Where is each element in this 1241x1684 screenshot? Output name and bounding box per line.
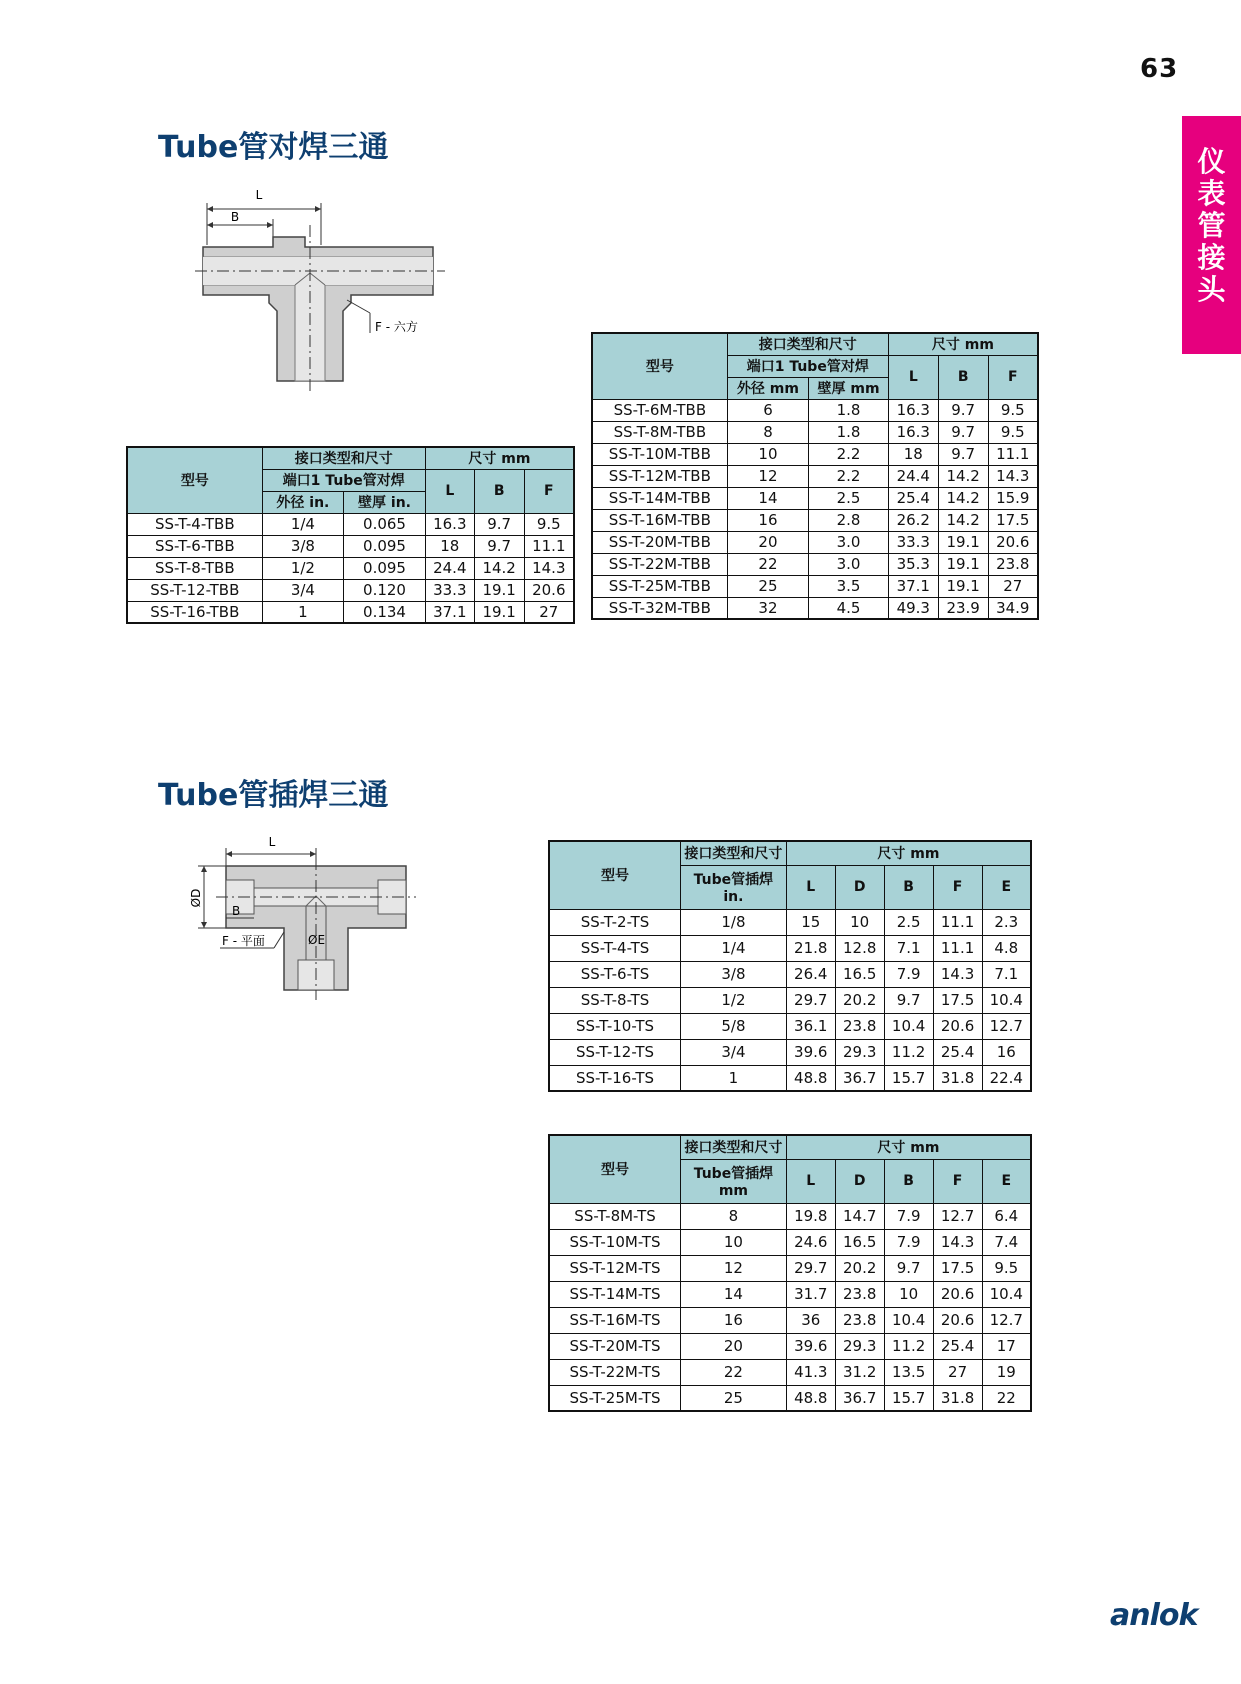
dim-label-b: B: [230, 210, 240, 224]
header-col-d: D: [835, 865, 884, 909]
cell-f: 14.3: [988, 465, 1038, 487]
cell-od: 1/4: [262, 513, 344, 535]
header-port-type: 接口类型和尺寸: [681, 1135, 787, 1159]
cell-f: 27: [933, 1359, 982, 1385]
table-row: [549, 1013, 1031, 1039]
cell-size: 3/4: [681, 1039, 787, 1065]
socket-weld-tee-diagram: [180, 832, 420, 1002]
cell-size: 5/8: [681, 1013, 787, 1039]
cell-f: 9.5: [988, 399, 1038, 421]
cell-b: 9.7: [474, 535, 524, 557]
cell-l: 19.8: [786, 1203, 835, 1229]
cell-d: 29.3: [835, 1039, 884, 1065]
cell-b: 15.7: [884, 1065, 933, 1091]
cell-f: 11.1: [524, 535, 574, 557]
cell-model: SS-T-8-TBB: [127, 557, 262, 579]
cell-l: 18: [888, 443, 938, 465]
cell-l: 15: [786, 909, 835, 935]
header-model: 型号: [549, 1135, 681, 1203]
header-wall: 壁厚 mm: [809, 377, 889, 399]
table-row: [592, 465, 1038, 487]
dim-label-f: F - 平面: [222, 934, 265, 948]
table-row: [549, 935, 1031, 961]
cell-l: 37.1: [425, 601, 474, 623]
page-number: 63: [1140, 54, 1179, 84]
table-row: [592, 553, 1038, 575]
table-row: [549, 1203, 1031, 1229]
table-row: [549, 987, 1031, 1013]
table-row: [592, 531, 1038, 553]
cell-od: 1: [262, 601, 344, 623]
cell-l: 16.3: [888, 421, 938, 443]
cell-wall: 0.065: [344, 513, 426, 535]
header-col-l: L: [786, 865, 835, 909]
header-col-b: B: [884, 865, 933, 909]
cell-od: 12: [727, 465, 809, 487]
cell-od: 10: [727, 443, 809, 465]
dim-label-d: ØD: [189, 888, 203, 908]
cell-b: 14.2: [938, 509, 988, 531]
cell-l: 39.6: [786, 1333, 835, 1359]
header-wall: 壁厚 in.: [344, 491, 426, 513]
cell-e: 6.4: [982, 1203, 1031, 1229]
cell-d: 23.8: [835, 1307, 884, 1333]
header-col-d: D: [835, 1159, 884, 1203]
table-row: [592, 443, 1038, 465]
cell-e: 19: [982, 1359, 1031, 1385]
cell-model: SS-T-25M-TS: [549, 1385, 681, 1411]
cell-model: SS-T-16-TS: [549, 1065, 681, 1091]
cell-model: SS-T-2-TS: [549, 909, 681, 935]
cell-b: 9.7: [884, 1255, 933, 1281]
dim-label-b: B: [232, 904, 241, 918]
header-model: 型号: [549, 841, 681, 909]
cell-e: 4.8: [982, 935, 1031, 961]
cell-b: 9.7: [938, 443, 988, 465]
cell-l: 37.1: [888, 575, 938, 597]
header-dimensions: 尺寸 mm: [888, 333, 1038, 355]
cell-f: 27: [988, 575, 1038, 597]
cell-od: 1/2: [262, 557, 344, 579]
header-dimensions: 尺寸 mm: [786, 1135, 1031, 1159]
cell-model: SS-T-6M-TBB: [592, 399, 727, 421]
cell-b: 14.2: [938, 465, 988, 487]
cell-wall: 0.134: [344, 601, 426, 623]
cell-model: SS-T-16-TBB: [127, 601, 262, 623]
header-dimensions: 尺寸 mm: [786, 841, 1031, 865]
header-col-f: F: [988, 355, 1038, 399]
header-unit: in.: [723, 889, 744, 905]
cell-d: 36.7: [835, 1385, 884, 1411]
cell-model: SS-T-6-TS: [549, 961, 681, 987]
cell-f: 20.6: [933, 1307, 982, 1333]
cell-wall: 2.2: [809, 443, 889, 465]
header-unit: mm: [718, 1183, 749, 1199]
table-row: [127, 535, 574, 557]
cell-e: 10.4: [982, 1281, 1031, 1307]
cell-f: 25.4: [933, 1039, 982, 1065]
cell-l: 25.4: [888, 487, 938, 509]
cell-f: 17.5: [988, 509, 1038, 531]
cell-e: 12.7: [982, 1013, 1031, 1039]
cell-model: SS-T-12-TBB: [127, 579, 262, 601]
dim-label-e: ØE: [308, 933, 326, 947]
cell-f: 14.3: [933, 1229, 982, 1255]
brand-logo: anlok: [1110, 1598, 1198, 1633]
header-port-sub: [681, 1159, 787, 1203]
cell-b: 14.2: [474, 557, 524, 579]
table-row: [549, 1065, 1031, 1091]
cell-model: SS-T-32M-TBB: [592, 597, 727, 619]
cell-b: 13.5: [884, 1359, 933, 1385]
header-port-sub: 端口1 Tube管对焊: [727, 355, 888, 377]
cell-l: 48.8: [786, 1385, 835, 1411]
cell-d: 14.7: [835, 1203, 884, 1229]
cell-b: 19.1: [938, 575, 988, 597]
cell-od: 25: [727, 575, 809, 597]
cell-l: 36: [786, 1307, 835, 1333]
cell-b: 9.7: [938, 421, 988, 443]
cell-b: 7.9: [884, 1229, 933, 1255]
cell-f: 31.8: [933, 1065, 982, 1091]
cell-od: 3/4: [262, 579, 344, 601]
cell-b: 19.1: [474, 601, 524, 623]
cell-b: 9.7: [474, 513, 524, 535]
header-col-f: F: [933, 1159, 982, 1203]
cell-f: 17.5: [933, 1255, 982, 1281]
cell-b: 10.4: [884, 1307, 933, 1333]
cell-e: 17: [982, 1333, 1031, 1359]
cell-wall: 2.8: [809, 509, 889, 531]
header-port-sub: 端口1 Tube管对焊: [262, 469, 425, 491]
cell-l: 24.4: [888, 465, 938, 487]
cell-b: 11.2: [884, 1333, 933, 1359]
cell-f: 31.8: [933, 1385, 982, 1411]
cell-model: SS-T-22M-TS: [549, 1359, 681, 1385]
cell-wall: 0.095: [344, 535, 426, 557]
cell-size: 20: [681, 1333, 787, 1359]
cell-size: 10: [681, 1229, 787, 1255]
socket-weld-inch-table: [548, 840, 1032, 1092]
cell-size: 1/4: [681, 935, 787, 961]
header-col-f: F: [933, 865, 982, 909]
cell-wall: 3.0: [809, 531, 889, 553]
cell-od: 22: [727, 553, 809, 575]
cell-l: 24.4: [425, 557, 474, 579]
cell-size: 25: [681, 1385, 787, 1411]
cell-b: 19.1: [938, 531, 988, 553]
cell-od: 3/8: [262, 535, 344, 557]
cell-e: 7.4: [982, 1229, 1031, 1255]
cell-size: 8: [681, 1203, 787, 1229]
cell-f: 9.5: [524, 513, 574, 535]
cell-od: 16: [727, 509, 809, 531]
cell-d: 23.8: [835, 1281, 884, 1307]
cell-wall: 0.120: [344, 579, 426, 601]
cell-size: 12: [681, 1255, 787, 1281]
header-port-sub: [681, 865, 787, 909]
header-col-b: B: [474, 469, 524, 513]
cell-l: 16.3: [425, 513, 474, 535]
cell-model: SS-T-6-TBB: [127, 535, 262, 557]
side-tab-category: [1182, 116, 1241, 354]
cell-f: 34.9: [988, 597, 1038, 619]
cell-model: SS-T-14M-TBB: [592, 487, 727, 509]
cell-b: 7.1: [884, 935, 933, 961]
butt-weld-inch-table: [126, 446, 575, 624]
cell-f: 9.5: [988, 421, 1038, 443]
header-model: 型号: [127, 447, 262, 513]
cell-model: SS-T-8-TS: [549, 987, 681, 1013]
header-col-l: L: [786, 1159, 835, 1203]
cell-b: 10.4: [884, 1013, 933, 1039]
cell-model: SS-T-8M-TS: [549, 1203, 681, 1229]
cell-e: 22.4: [982, 1065, 1031, 1091]
header-col-f: F: [524, 469, 574, 513]
header-dimensions: 尺寸 mm: [425, 447, 574, 469]
dim-label-f: F - 六方: [375, 320, 418, 334]
cell-l: 48.8: [786, 1065, 835, 1091]
cell-b: 2.5: [884, 909, 933, 935]
cell-wall: 4.5: [809, 597, 889, 619]
header-col-b: B: [884, 1159, 933, 1203]
cell-e: 2.3: [982, 909, 1031, 935]
cell-b: 14.2: [938, 487, 988, 509]
table-row: [549, 961, 1031, 987]
cell-model: SS-T-16M-TS: [549, 1307, 681, 1333]
cell-od: 6: [727, 399, 809, 421]
table-row: [592, 421, 1038, 443]
table-row: [549, 1255, 1031, 1281]
cell-l: 35.3: [888, 553, 938, 575]
cell-f: 11.1: [933, 909, 982, 935]
side-tab-char: 管: [1197, 209, 1226, 242]
table-row: [127, 601, 574, 623]
table-row: [592, 575, 1038, 597]
table-row: [549, 1229, 1031, 1255]
cell-b: 15.7: [884, 1385, 933, 1411]
cell-od: 32: [727, 597, 809, 619]
cell-d: 20.2: [835, 1255, 884, 1281]
cell-l: 41.3: [786, 1359, 835, 1385]
cell-l: 21.8: [786, 935, 835, 961]
cell-model: SS-T-20M-TBB: [592, 531, 727, 553]
cell-e: 12.7: [982, 1307, 1031, 1333]
section2-title: Tube管插焊三通: [158, 778, 389, 813]
table-row: [592, 487, 1038, 509]
cell-l: 36.1: [786, 1013, 835, 1039]
cell-f: 12.7: [933, 1203, 982, 1229]
table-row: [549, 1307, 1031, 1333]
cell-l: 16.3: [888, 399, 938, 421]
cell-size: 1/2: [681, 987, 787, 1013]
cell-size: 1/8: [681, 909, 787, 935]
cell-l: 33.3: [888, 531, 938, 553]
cell-wall: 0.095: [344, 557, 426, 579]
cell-model: SS-T-8M-TBB: [592, 421, 727, 443]
cell-l: 26.2: [888, 509, 938, 531]
table-row: [127, 513, 574, 535]
cell-wall: 1.8: [809, 421, 889, 443]
cell-model: SS-T-4-TS: [549, 935, 681, 961]
cell-d: 16.5: [835, 1229, 884, 1255]
cell-d: 29.3: [835, 1333, 884, 1359]
cell-model: SS-T-10M-TBB: [592, 443, 727, 465]
cell-size: 14: [681, 1281, 787, 1307]
cell-model: SS-T-20M-TS: [549, 1333, 681, 1359]
table-row: [549, 1039, 1031, 1065]
cell-e: 10.4: [982, 987, 1031, 1013]
cell-size: 1: [681, 1065, 787, 1091]
cell-l: 29.7: [786, 1255, 835, 1281]
cell-f: 20.6: [933, 1013, 982, 1039]
cell-l: 18: [425, 535, 474, 557]
cell-f: 20.6: [933, 1281, 982, 1307]
cell-wall: 3.5: [809, 575, 889, 597]
cell-d: 36.7: [835, 1065, 884, 1091]
cell-l: 49.3: [888, 597, 938, 619]
cell-e: 9.5: [982, 1255, 1031, 1281]
dim-label-l: L: [255, 188, 263, 202]
cell-b: 23.9: [938, 597, 988, 619]
side-tab-char: 头: [1197, 273, 1226, 306]
cell-od: 20: [727, 531, 809, 553]
cell-d: 10: [835, 909, 884, 935]
header-col-e: E: [982, 865, 1031, 909]
cell-f: 25.4: [933, 1333, 982, 1359]
header-col-l: L: [888, 355, 938, 399]
cell-f: 20.6: [988, 531, 1038, 553]
side-tab-char: 表: [1197, 177, 1226, 210]
cell-wall: 3.0: [809, 553, 889, 575]
header-col-e: E: [982, 1159, 1031, 1203]
butt-weld-metric-table: [591, 332, 1039, 620]
header-port-type: 接口类型和尺寸: [727, 333, 888, 355]
cell-model: SS-T-10M-TS: [549, 1229, 681, 1255]
cell-od: 14: [727, 487, 809, 509]
cell-d: 12.8: [835, 935, 884, 961]
header-port-type: 接口类型和尺寸: [681, 841, 787, 865]
cell-e: 22: [982, 1385, 1031, 1411]
cell-l: 26.4: [786, 961, 835, 987]
table-row: [549, 1359, 1031, 1385]
cell-size: 3/8: [681, 961, 787, 987]
cell-model: SS-T-16M-TBB: [592, 509, 727, 531]
cell-d: 23.8: [835, 1013, 884, 1039]
cell-l: 24.6: [786, 1229, 835, 1255]
cell-b: 7.9: [884, 1203, 933, 1229]
cell-model: SS-T-12M-TS: [549, 1255, 681, 1281]
cell-size: 22: [681, 1359, 787, 1385]
cell-l: 39.6: [786, 1039, 835, 1065]
cell-f: 14.3: [933, 961, 982, 987]
cell-d: 20.2: [835, 987, 884, 1013]
cell-f: 20.6: [524, 579, 574, 601]
cell-b: 11.2: [884, 1039, 933, 1065]
cell-b: 10: [884, 1281, 933, 1307]
cell-model: SS-T-4-TBB: [127, 513, 262, 535]
cell-f: 23.8: [988, 553, 1038, 575]
table-row: [549, 909, 1031, 935]
header-col-b: B: [938, 355, 988, 399]
header-port-sub-text: Tube管插焊: [693, 872, 774, 888]
cell-wall: 2.2: [809, 465, 889, 487]
cell-f: 15.9: [988, 487, 1038, 509]
side-tab-char: 仪: [1197, 145, 1226, 178]
cell-b: 19.1: [474, 579, 524, 601]
cell-f: 17.5: [933, 987, 982, 1013]
cell-f: 11.1: [933, 935, 982, 961]
table-row: [127, 557, 574, 579]
cell-f: 27: [524, 601, 574, 623]
cell-b: 19.1: [938, 553, 988, 575]
header-col-l: L: [425, 469, 474, 513]
cell-f: 14.3: [524, 557, 574, 579]
header-port-type: 接口类型和尺寸: [262, 447, 425, 469]
cell-e: 7.1: [982, 961, 1031, 987]
header-port-sub-text: Tube管插焊: [693, 1166, 774, 1182]
cell-model: SS-T-22M-TBB: [592, 553, 727, 575]
cell-e: 16: [982, 1039, 1031, 1065]
cell-l: 31.7: [786, 1281, 835, 1307]
table-row: [549, 1385, 1031, 1411]
section1-title: Tube管对焊三通: [158, 130, 389, 165]
cell-wall: 2.5: [809, 487, 889, 509]
cell-b: 9.7: [884, 987, 933, 1013]
table-row: [127, 579, 574, 601]
cell-wall: 1.8: [809, 399, 889, 421]
cell-d: 31.2: [835, 1359, 884, 1385]
cell-d: 16.5: [835, 961, 884, 987]
cell-model: SS-T-25M-TBB: [592, 575, 727, 597]
table-row: [549, 1281, 1031, 1307]
cell-f: 11.1: [988, 443, 1038, 465]
cell-od: 8: [727, 421, 809, 443]
cell-b: 7.9: [884, 961, 933, 987]
cell-model: SS-T-12-TS: [549, 1039, 681, 1065]
table-row: [592, 597, 1038, 619]
header-model: 型号: [592, 333, 727, 399]
cell-l: 29.7: [786, 987, 835, 1013]
cell-model: SS-T-10-TS: [549, 1013, 681, 1039]
header-od: 外径 in.: [262, 491, 344, 513]
cell-l: 33.3: [425, 579, 474, 601]
socket-weld-metric-table: [548, 1134, 1032, 1412]
header-od: 外径 mm: [727, 377, 809, 399]
cell-size: 16: [681, 1307, 787, 1333]
side-tab-char: 接: [1197, 241, 1226, 274]
table-row: [592, 509, 1038, 531]
dim-label-l: L: [268, 835, 276, 849]
cell-model: SS-T-12M-TBB: [592, 465, 727, 487]
cell-model: SS-T-14M-TS: [549, 1281, 681, 1307]
table-row: [549, 1333, 1031, 1359]
cell-b: 9.7: [938, 399, 988, 421]
butt-weld-tee-diagram: [195, 185, 455, 400]
table-row: [592, 399, 1038, 421]
